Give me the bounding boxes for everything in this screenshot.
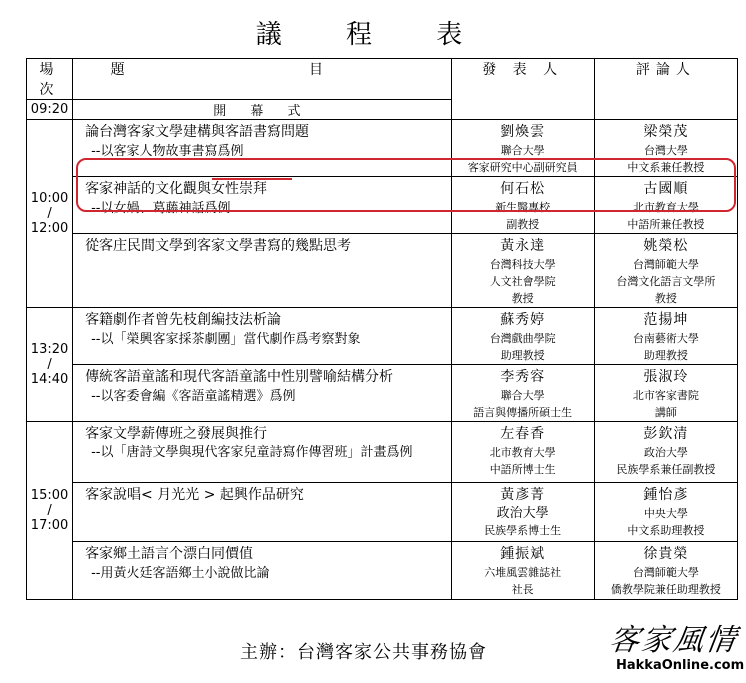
highlight-underline (212, 178, 292, 180)
presenter-entry: 李秀容 聯合大學 語言與傳播所碩士生 (452, 364, 594, 421)
topic-entry: 客家說唱< 月光光 > 起興作品研究 (73, 482, 451, 541)
header-time: 場 次 (27, 59, 73, 100)
header-reviewer: 評論人 (594, 59, 737, 120)
session-block-3 (27, 422, 738, 600)
topic-entry: 客籍劇作者曾先枝創編技法析論 --以「榮興客家採茶劇團」當代劇作爲考察對象 (85, 312, 361, 347)
reviewer-entry: 彭欽清 政治大學 民族學系兼任副教授 (616, 426, 716, 476)
page-title: 議 程 表 (255, 20, 491, 50)
topic-entry: 傳統客語童謠和現代客語童謠中性別譬喻結構分析 --以客委會編《客語童謠精選》爲例 (73, 364, 451, 421)
presenter-entry: 蘇秀婷 台灣戲曲學院 助理教授 (489, 312, 556, 362)
presenter-entry: 黃彥菁 政治大學 民族學系博士生 (452, 482, 594, 541)
presenter-entry: 劉煥雲 聯合大學 客家研究中心副研究員 (467, 124, 578, 174)
hakka-logo-url: HakkaOnline.com (616, 658, 745, 673)
presenter-entry: 左春香 北市教育大學 中語所博士生 (489, 426, 556, 476)
session-time-1: 10:00 / 12:00 (27, 120, 73, 308)
session-block-1 (27, 120, 738, 308)
presenter-entry: 鍾振斌 六堆風雲雜誌社 社長 (452, 541, 594, 599)
header-row (27, 59, 738, 100)
schedule-table (26, 58, 738, 600)
reviewer-entry: 古國順 北市教育大學 中語所兼任教授 (595, 176, 737, 233)
header-presenter: 發 表 人 (451, 59, 594, 120)
reviewer-entry: 姚榮松 台灣師範大學 台灣文化語言文學所 教授 (595, 233, 737, 307)
reviewer-entry: 鍾怡彥 中央大學 中文系助理教授 (595, 482, 737, 541)
opening-label: 開 幕 式 (73, 100, 452, 120)
topic-entry: 論台灣客家文學建構與客語書寫問題 --以客家人物故事書寫爲例 (85, 124, 310, 159)
reviewer-entry: 梁榮茂 台灣大學 中文系兼任教授 (627, 124, 705, 174)
highlight-box (76, 158, 736, 212)
reviewer-entry: 范揚坤 台南藝術大學 助理教授 (632, 312, 699, 362)
header-topic: 題 目 (73, 59, 452, 100)
topic-entry: 客家神話的文化觀與女性崇拜 --以女媧、葛藤神話爲例 (73, 176, 451, 233)
session-time-3: 15:00 / 17:00 (27, 422, 73, 600)
topic-entry: 從客庄民間文學到客家文學書寫的幾點思考 (73, 233, 451, 307)
reviewer-entry: 徐貴榮 台灣師範大學 僑教學院兼任助理教授 (595, 541, 737, 599)
presenter-entry: 黃永達 台灣科技大學 人文社會學院 教授 (452, 233, 594, 307)
session-block-2 (27, 308, 738, 422)
hakka-logo: 客家風情 (607, 623, 740, 658)
organizer-footer: 主辦：台灣客家公共事務協會 (240, 642, 487, 663)
reviewer-entry: 張淑玲 北市客家書院 講師 (595, 364, 737, 421)
topic-entry: 客家鄉土語言个漂白同價值 --用黃火廷客語鄉土小說做比論 (73, 541, 451, 599)
session-time-2: 13:20 / 14:40 (27, 308, 73, 422)
presenter-entry: 何石松 新生醫專校 副教授 (452, 176, 594, 233)
topic-entry: 客家文學薪傳班之發展與推行 --以「唐詩文學與現代客家兒童詩寫作傳習班」計畫爲例 (85, 426, 413, 460)
opening-time: 09:20 (27, 100, 73, 120)
